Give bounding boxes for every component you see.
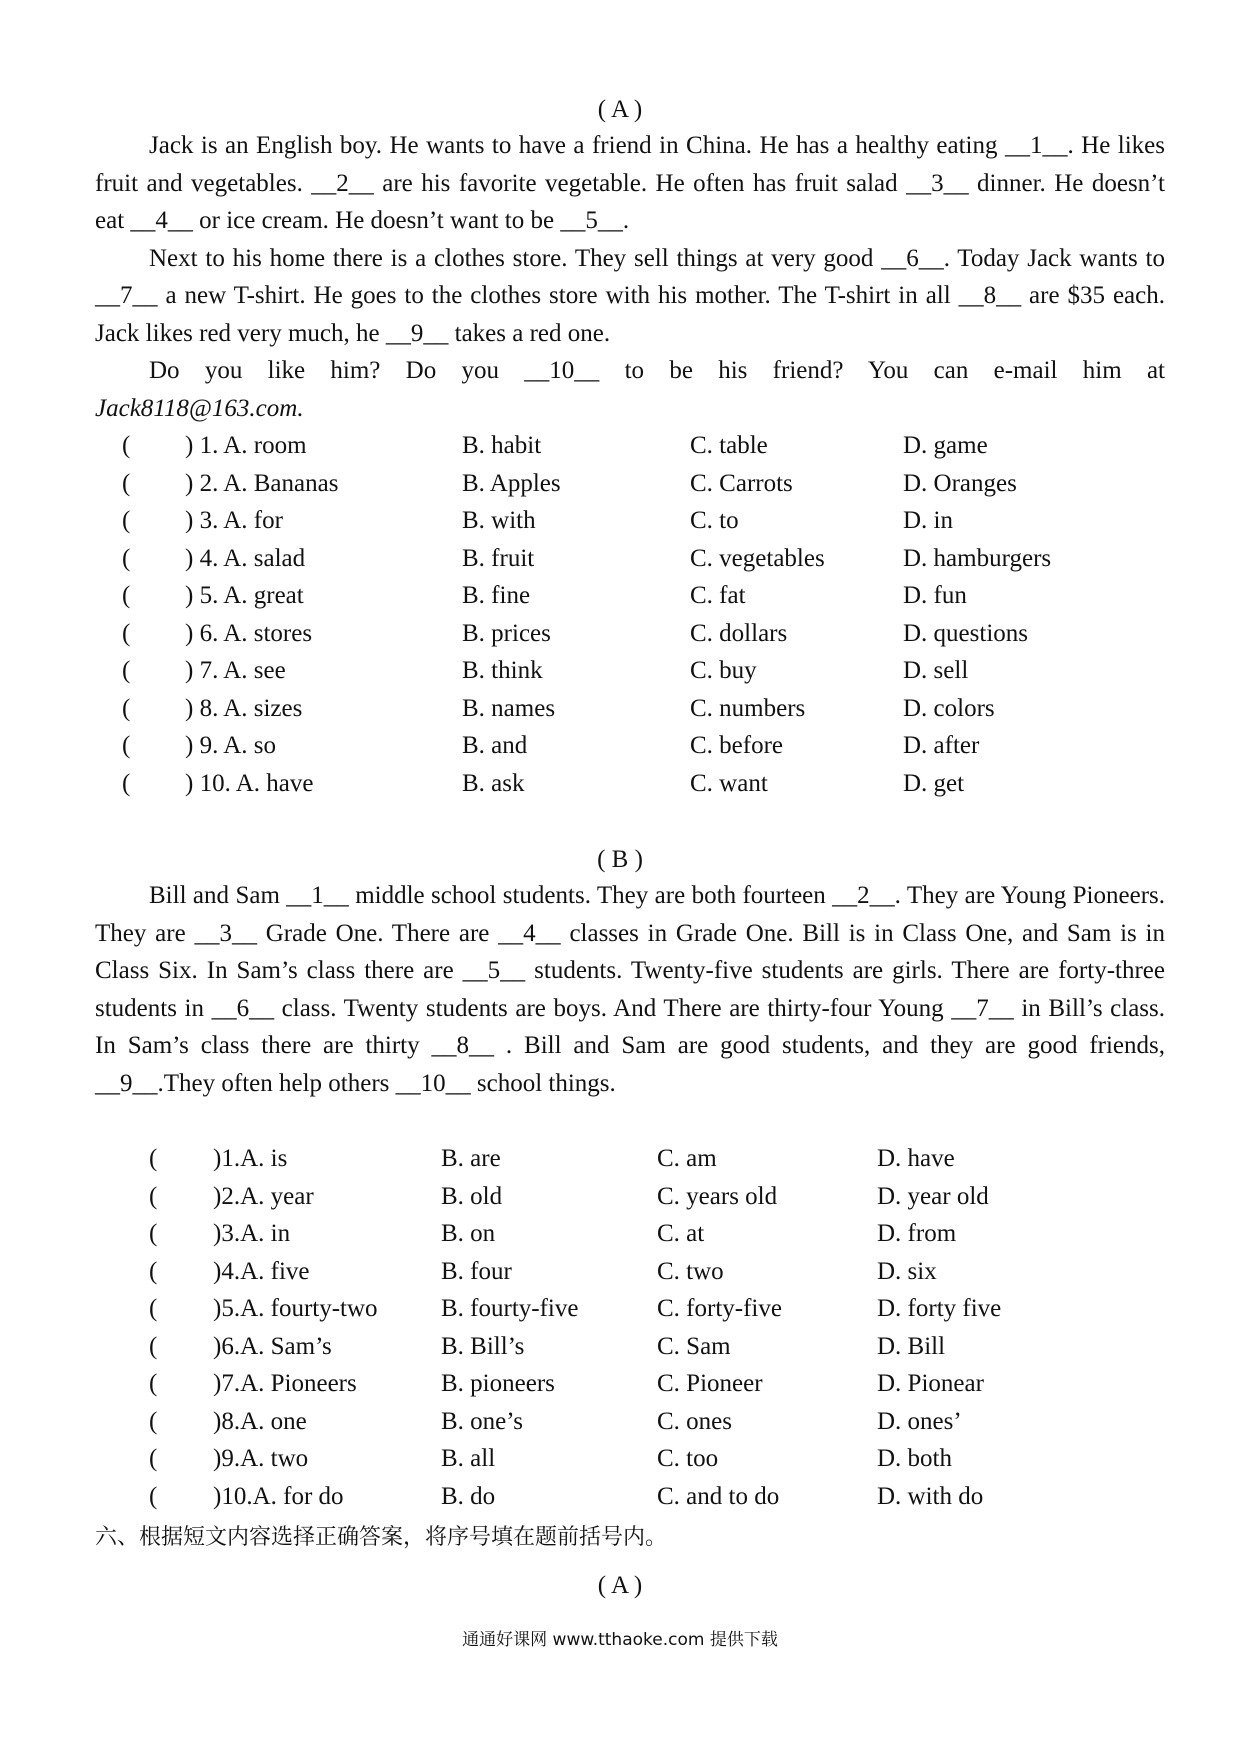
option-a: ) 8. A. sizes xyxy=(185,694,303,722)
option-a: ) 6. A. stores xyxy=(185,619,313,647)
option-b: B. habit xyxy=(462,432,542,459)
option-a: )5.A. fourty-two xyxy=(213,1295,378,1322)
question-row xyxy=(0,1215,1240,1253)
option-c: C. buy xyxy=(690,657,757,684)
question-row xyxy=(0,1440,1240,1478)
question-row xyxy=(0,502,1240,540)
option-c: C. too xyxy=(657,1445,719,1472)
option-d: D. Bill xyxy=(877,1332,946,1360)
option-a: )1.A. is xyxy=(213,1145,288,1172)
question-row xyxy=(0,1403,1240,1441)
option-c: C. forty-five xyxy=(657,1295,782,1322)
option-b: B. pioneers xyxy=(441,1370,555,1397)
option-b: B. fourty-five xyxy=(441,1295,579,1322)
section-a-question-list xyxy=(0,427,1240,802)
answer-bracket[interactable]: ( xyxy=(149,1370,158,1397)
option-a: ) 7. A. see xyxy=(185,657,286,684)
option-c: C. Pioneer xyxy=(657,1370,763,1397)
question-row xyxy=(0,1178,1240,1216)
option-b: B. prices xyxy=(462,619,551,647)
option-d: D. ones’ xyxy=(877,1407,962,1435)
answer-bracket[interactable]: ( xyxy=(149,1445,158,1472)
answer-bracket[interactable]: ( xyxy=(149,1145,158,1172)
option-a: ) 5. A. great xyxy=(185,582,304,609)
option-a: ) 10. A. have xyxy=(185,769,314,797)
option-a: ) 3. A. for xyxy=(185,507,283,534)
option-d: D. after xyxy=(903,732,980,759)
option-b: B. fine xyxy=(462,582,531,609)
section-a-paragraph-3 xyxy=(95,352,1165,390)
question-row xyxy=(0,1253,1240,1291)
section-a-paragraph-3-text: Do you like him? Do you __10__ to be his friend? You can e-mail him at xyxy=(149,357,1165,384)
option-b: B. and xyxy=(462,732,528,759)
option-c: C. Sam xyxy=(657,1332,731,1360)
option-d: D. questions xyxy=(903,619,1028,647)
question-row xyxy=(0,1290,1240,1328)
option-b: B. think xyxy=(462,657,543,684)
option-c: C. Carrots xyxy=(690,469,793,497)
answer-bracket[interactable]: ( xyxy=(122,544,131,572)
question-row xyxy=(0,727,1240,765)
question-row xyxy=(0,465,1240,503)
option-c: C. numbers xyxy=(690,694,806,722)
answer-bracket[interactable]: ( xyxy=(149,1407,158,1435)
option-d: D. colors xyxy=(903,694,995,722)
question-row xyxy=(0,615,1240,653)
answer-bracket[interactable]: ( xyxy=(122,694,131,722)
option-a: ) 4. A. salad xyxy=(185,544,306,572)
option-d: D. game xyxy=(903,432,988,459)
option-c: C. years old xyxy=(657,1182,778,1210)
option-c: C. vegetables xyxy=(690,544,825,572)
option-a: )4.A. five xyxy=(213,1257,310,1285)
question-row xyxy=(0,765,1240,803)
answer-bracket[interactable]: ( xyxy=(122,657,131,684)
question-row xyxy=(0,1478,1240,1516)
option-d: D. sell xyxy=(903,657,969,684)
option-c: C. before xyxy=(690,732,784,759)
option-d: D. in xyxy=(903,507,953,534)
option-c: C. table xyxy=(690,432,768,459)
option-c: C. want xyxy=(690,769,768,797)
section-b-heading: ( B ) xyxy=(597,846,643,873)
option-d: D. Oranges xyxy=(903,469,1017,497)
option-c: C. am xyxy=(657,1145,717,1172)
option-b: B. old xyxy=(441,1182,503,1210)
answer-bracket[interactable]: ( xyxy=(122,619,131,647)
option-d: D. six xyxy=(877,1257,937,1285)
option-a: )3.A. in xyxy=(213,1220,291,1247)
option-d: D. from xyxy=(877,1220,957,1247)
answer-bracket[interactable]: ( xyxy=(149,1482,158,1510)
option-d: D. year old xyxy=(877,1182,989,1210)
option-d: D. hamburgers xyxy=(903,544,1052,572)
option-c: C. at xyxy=(657,1220,705,1247)
section-b-passage xyxy=(95,877,1165,1102)
section-b-question-list xyxy=(0,1140,1240,1515)
option-a: )6.A. Sam’s xyxy=(213,1332,332,1360)
answer-bracket[interactable]: ( xyxy=(149,1182,158,1210)
option-b: B. ask xyxy=(462,769,525,797)
section-a-paragraph-2: Next to his home there is a clothes store. They sell things at very good __6__. Today Jack wants to __7__ a new T-shirt. He goes to the clothes store with his mother. The T-shirt in all __8__ are $35 each. Jack likes red very much, he __9__ takes a red one. xyxy=(95,244,1165,347)
option-a: )9.A. two xyxy=(213,1445,309,1472)
question-row xyxy=(0,1328,1240,1366)
question-row xyxy=(0,577,1240,615)
option-d: D. fun xyxy=(903,582,967,609)
section-a-passage xyxy=(95,127,1165,427)
footer-source: 通通好课网 www.tthaoke.com 提供下载 xyxy=(462,1630,778,1650)
answer-bracket[interactable]: ( xyxy=(122,732,131,759)
question-row xyxy=(0,690,1240,728)
section-b-paragraph: Bill and Sam __1__ middle school students. They are both fourteen __2__. They are Young Pioneers. They are __3__ Grade One. There are __4__ classes in Grade One. Bill is in Class One, and Sam is in Class Six. In Sam’s class there are __5__ students. Twenty-five students are girls. There are forty-three students in __6__ class. Twenty students are boys. And There are thirty-four Young __7__ in Bill’s class. In Sam’s class there are thirty __8__ . Bill and Sam are good students, and they are good friends, __9__.They often help others __10__ school things. xyxy=(95,882,1165,1097)
answer-bracket[interactable]: ( xyxy=(122,469,131,497)
answer-bracket[interactable]: ( xyxy=(122,432,131,459)
section-a-heading: ( A ) xyxy=(597,96,643,123)
option-a: ) 1. A. room xyxy=(185,432,307,459)
option-b: B. names xyxy=(462,694,556,722)
option-c: C. ones xyxy=(657,1407,732,1435)
answer-bracket[interactable]: ( xyxy=(122,769,131,797)
option-c: C. fat xyxy=(690,582,746,609)
answer-bracket[interactable]: ( xyxy=(149,1220,158,1247)
option-d: D. both xyxy=(877,1445,952,1472)
option-b: B. Apples xyxy=(462,469,561,497)
option-a: )8.A. one xyxy=(213,1407,307,1435)
question-row xyxy=(0,427,1240,465)
option-d: D. Pionear xyxy=(877,1370,984,1397)
option-a: ) 9. A. so xyxy=(185,732,276,759)
answer-bracket[interactable]: ( xyxy=(149,1332,158,1360)
option-c: C. and to do xyxy=(657,1482,780,1510)
answer-bracket[interactable]: ( xyxy=(122,507,131,534)
option-b: B. fruit xyxy=(462,544,535,572)
question-row xyxy=(0,1140,1240,1178)
section-a-email: Jack8118@163.com. xyxy=(95,394,304,422)
option-a: )7.A. Pioneers xyxy=(213,1370,357,1397)
option-c: C. two xyxy=(657,1257,724,1285)
option-b: B. four xyxy=(441,1257,512,1285)
question-row xyxy=(0,1365,1240,1403)
option-d: D. with do xyxy=(877,1482,984,1510)
answer-bracket[interactable]: ( xyxy=(149,1295,158,1322)
option-b: B. one’s xyxy=(441,1407,523,1435)
option-a: ) 2. A. Bananas xyxy=(185,469,339,497)
answer-bracket[interactable]: ( xyxy=(149,1257,158,1285)
option-d: D. get xyxy=(903,769,965,797)
option-b: B. with xyxy=(462,507,536,534)
option-a: )2.A. year xyxy=(213,1182,314,1210)
option-d: D. forty five xyxy=(877,1295,1002,1322)
question-row xyxy=(0,540,1240,578)
option-c: C. dollars xyxy=(690,619,788,647)
option-a: )10.A. for do xyxy=(213,1482,344,1510)
option-c: C. to xyxy=(690,507,739,534)
answer-bracket[interactable]: ( xyxy=(122,582,131,609)
option-b: B. do xyxy=(441,1482,496,1510)
section-a-paragraph-1: Jack is an English boy. He wants to have a friend in China. He has a healthy eating __1__. He likes fruit and vegetables. __2__ are his favorite vegetable. He often has fruit salad __3__ dinner. He doesn’t eat __4__ or ice cream. He doesn’t want to be __5__. xyxy=(95,132,1165,234)
question-row xyxy=(0,652,1240,690)
option-b: B. Bill’s xyxy=(441,1332,525,1360)
option-b: B. on xyxy=(441,1220,496,1247)
section-6-heading: ( A ) xyxy=(597,1572,643,1599)
section-6-instruction: 六、根据短文内容选择正确答案，将序号填在题前括号内。 xyxy=(95,1525,668,1550)
option-d: D. have xyxy=(877,1145,955,1172)
option-b: B. are xyxy=(441,1145,501,1172)
option-b: B. all xyxy=(441,1445,496,1472)
